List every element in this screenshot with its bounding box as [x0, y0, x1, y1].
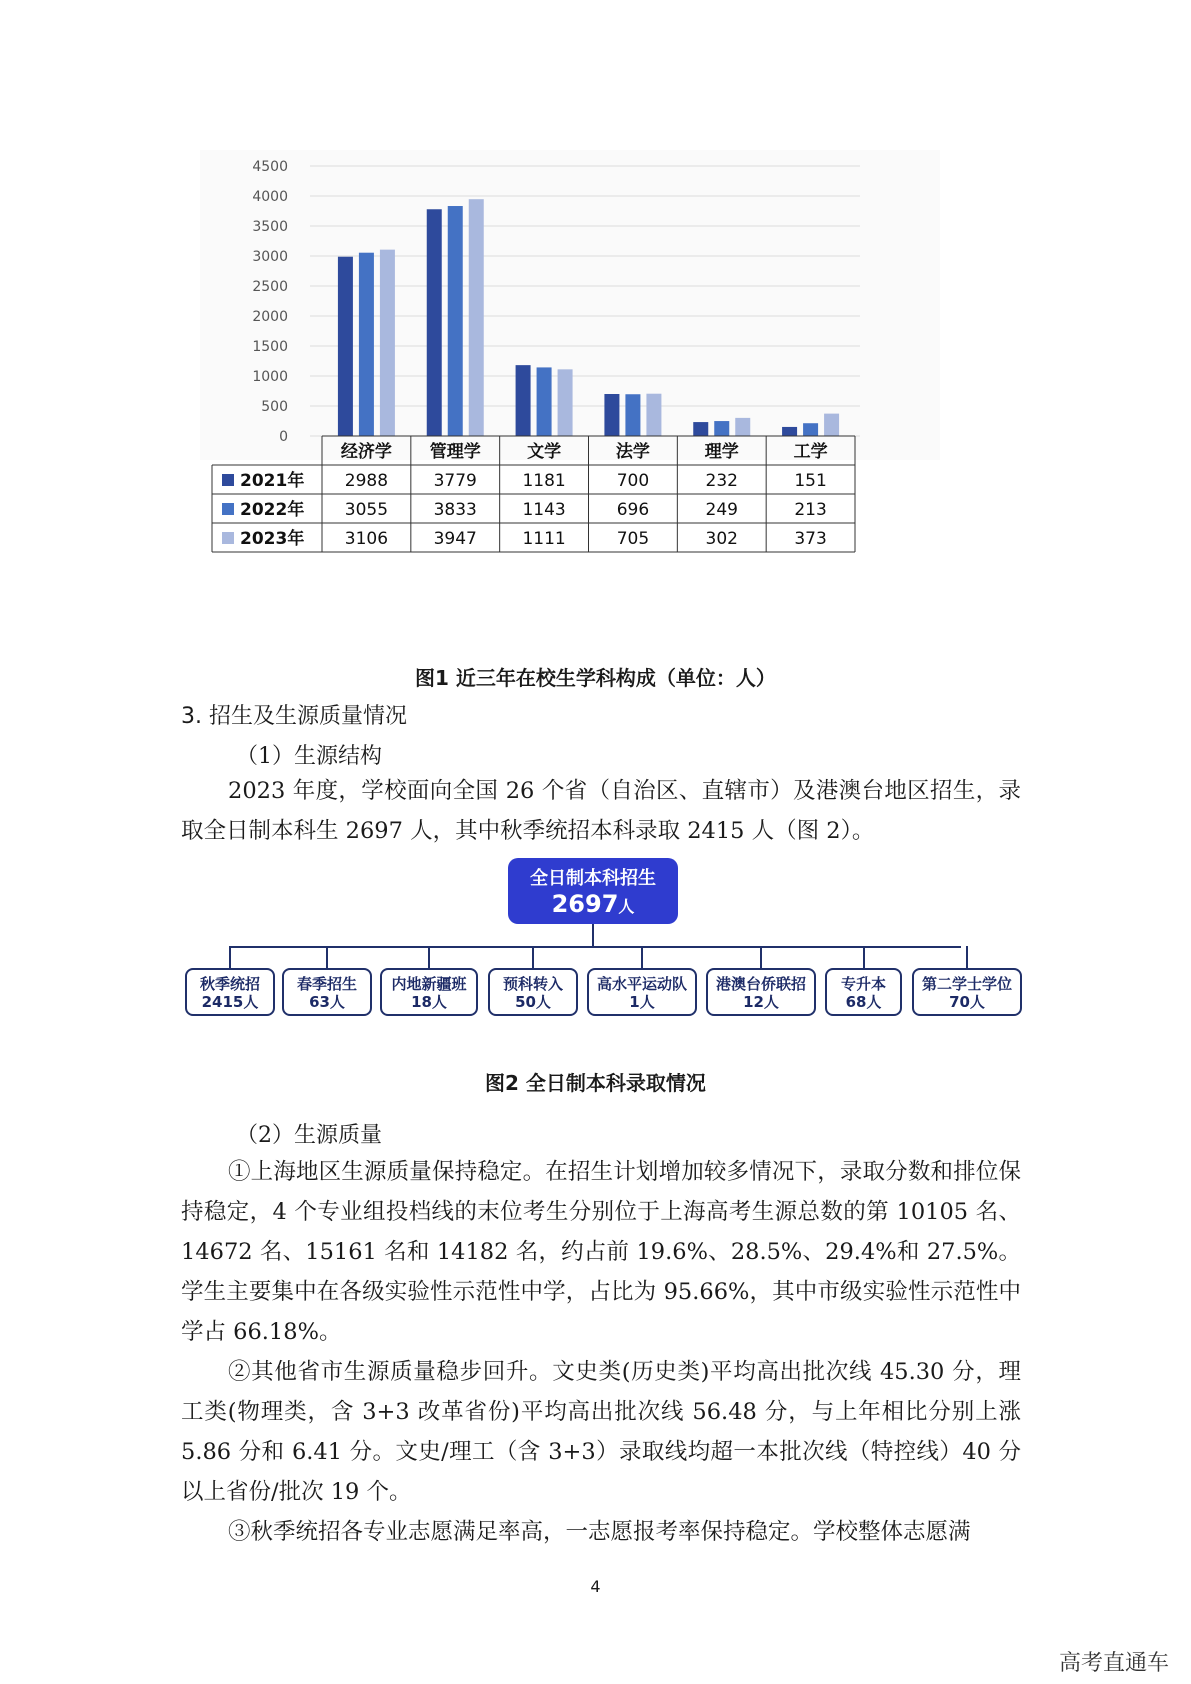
series-label: 2023年: [240, 529, 305, 549]
paragraph-autumn: ③秋季统招各专业志愿满足率高，一志愿报考率保持稳定。学校整体志愿满: [228, 1519, 971, 1545]
bar-2-5: [824, 414, 839, 436]
legend-swatch: [222, 474, 234, 486]
admission-category-value: 63人: [309, 993, 345, 1011]
subject-composition-chart: [200, 150, 940, 610]
category-label: 理学: [704, 442, 739, 462]
admission-category-value: 18人: [411, 993, 447, 1011]
admission-category-value: 1人: [629, 993, 655, 1011]
bar-0-2: [516, 365, 531, 436]
category-label: 管理学: [429, 442, 481, 462]
bar-0-4: [693, 422, 708, 436]
y-tick-label: 1500: [252, 339, 288, 355]
diagram-root-box: [508, 858, 678, 924]
legend-swatch: [222, 532, 234, 544]
admission-category-value: 68人: [845, 993, 882, 1011]
category-label: 工学: [793, 442, 828, 462]
bar-0-0: [338, 257, 353, 436]
data-cell: 151: [794, 471, 827, 491]
admission-category-label: 港澳台侨联招: [715, 975, 806, 993]
subsection2-title: （2）生源质量: [236, 1123, 382, 1148]
data-cell: 3055: [344, 500, 389, 520]
data-cell: 1111: [522, 529, 566, 549]
data-cell: 302: [705, 529, 738, 549]
connector-stub: [760, 946, 762, 968]
y-tick-label: 3500: [252, 219, 288, 235]
data-cell: 3779: [433, 471, 477, 491]
connector-stub: [229, 946, 231, 968]
admission-category-box: [706, 968, 816, 1016]
series-label: 2022年: [240, 500, 305, 520]
admission-category-label: 高水平运动队: [596, 975, 687, 993]
connector-stub: [326, 946, 328, 968]
connector-stub: [863, 946, 865, 968]
bar-1-3: [625, 394, 640, 436]
admission-category-box: [587, 968, 697, 1016]
bar-0-5: [782, 427, 797, 436]
admission-category-label: 内地新疆班: [391, 975, 467, 993]
bar-1-5: [803, 423, 818, 436]
admission-category-value: 50人: [515, 993, 551, 1011]
data-cell: 213: [794, 500, 827, 520]
connector-stub: [966, 946, 968, 968]
data-cell: 249: [705, 500, 738, 520]
connector-stub: [532, 946, 534, 968]
category-label: 文学: [527, 442, 562, 462]
admission-category-label: 预科转入: [502, 975, 563, 993]
page-number: 4: [590, 1577, 601, 1596]
bar-2-4: [735, 418, 750, 436]
diagram-root-value: 2697人: [551, 890, 635, 918]
admission-category-box: [488, 968, 578, 1016]
legend-swatch: [222, 503, 234, 515]
data-cell: 696: [616, 500, 650, 520]
data-cell: 700: [616, 471, 650, 491]
series-label: 2021年: [240, 471, 305, 491]
connector-vertical: [592, 924, 594, 947]
data-cell: 232: [705, 471, 738, 491]
y-tick-label: 0: [279, 429, 288, 445]
admission-category-box: [282, 968, 372, 1016]
category-label: 法学: [615, 442, 650, 462]
admission-category-label: 第二学士学位: [921, 975, 1012, 993]
admission-category-value: 2415人: [201, 993, 259, 1011]
admission-category-label: 春季招生: [296, 975, 357, 993]
watermark: 高考直通车: [1058, 1651, 1169, 1676]
bar-2-2: [558, 369, 573, 436]
chart-svg: [200, 150, 940, 610]
bar-0-3: [604, 394, 619, 436]
section3-heading: 3. 招生及生源质量情况: [181, 704, 407, 729]
y-tick-label: 4000: [252, 189, 288, 205]
data-cell: 2988: [344, 471, 389, 491]
data-cell: 3947: [433, 529, 477, 549]
connector-stub: [641, 946, 643, 968]
y-tick-label: 2500: [252, 279, 288, 295]
admission-category-box: [185, 968, 275, 1016]
admission-category-box: [825, 968, 902, 1016]
subsection1-title: （1）生源结构: [236, 744, 382, 769]
data-cell: 1143: [522, 500, 566, 520]
paragraph-other-provinces: ②其他省市生源质量稳步回升。文史类(历史类)平均高出批次线 45.30 分，理工类(物理类，含 3+3 改革省份)平均高出批次线 56.48 分，与上年相比分别上涨 5.86 分和 6.41 分。文史/理工（含 3+3）录取线均超一本批次线（特控线）40 分以上省份/批次 19 个。: [181, 1359, 1021, 1505]
y-tick-label: 500: [261, 399, 288, 415]
bar-2-3: [646, 394, 661, 436]
bar-0-1: [427, 209, 442, 436]
paragraph-shanghai: ①上海地区生源质量保持稳定。在招生计划增加较多情况下，录取分数和排位保持稳定，4 个专业组投档线的末位考生分别位于上海高考生源总数的第 10105 名、14672 名、15161 名和 14182 名，约占前 19.6%、28.5%、29.4%和 27.5%。学生主要集中在各级实验性示范性中学，占比为 95.66%，其中市级实验性示范性中学占 66.18%。: [181, 1159, 1021, 1345]
data-cell: 705: [616, 529, 650, 549]
bar-1-4: [714, 421, 729, 436]
paragraph-structure: 2023 年度，学校面向全国 26 个省（自治区、直辖市）及港澳台地区招生，录取全日制本科生 2697 人，其中秋季统招本科录取 2415 人（图 2）。: [181, 778, 1021, 844]
admission-category-box: [912, 968, 1022, 1016]
diagram-root-label: 全日制本科招生: [530, 868, 656, 889]
bar-2-0: [380, 250, 395, 436]
admission-category-value: 70人: [949, 993, 985, 1011]
connector-stub: [428, 946, 430, 968]
bar-1-0: [359, 253, 374, 436]
admission-category-label: 秋季统招: [199, 975, 260, 993]
data-cell: 3833: [433, 500, 477, 520]
data-cell: 3106: [344, 529, 389, 549]
y-tick-label: 3000: [252, 249, 288, 265]
bar-2-1: [469, 199, 484, 436]
admission-category-label: 专升本: [840, 975, 886, 993]
y-tick-label: 2000: [252, 309, 288, 325]
figure1-caption: 图1 近三年在校生学科构成（单位：人）: [415, 666, 776, 690]
data-cell: 373: [794, 529, 827, 549]
admission-category-value: 12人: [743, 993, 779, 1011]
connector-horizontal: [230, 946, 961, 948]
bar-1-1: [448, 206, 463, 436]
figure2-caption: 图2 全日制本科录取情况: [485, 1071, 706, 1095]
y-tick-label: 4500: [252, 159, 288, 175]
y-tick-label: 1000: [252, 369, 288, 385]
admission-category-box: [380, 968, 478, 1016]
category-label: 经济学: [340, 442, 392, 462]
data-cell: 1181: [522, 471, 566, 491]
bar-1-2: [537, 367, 552, 436]
